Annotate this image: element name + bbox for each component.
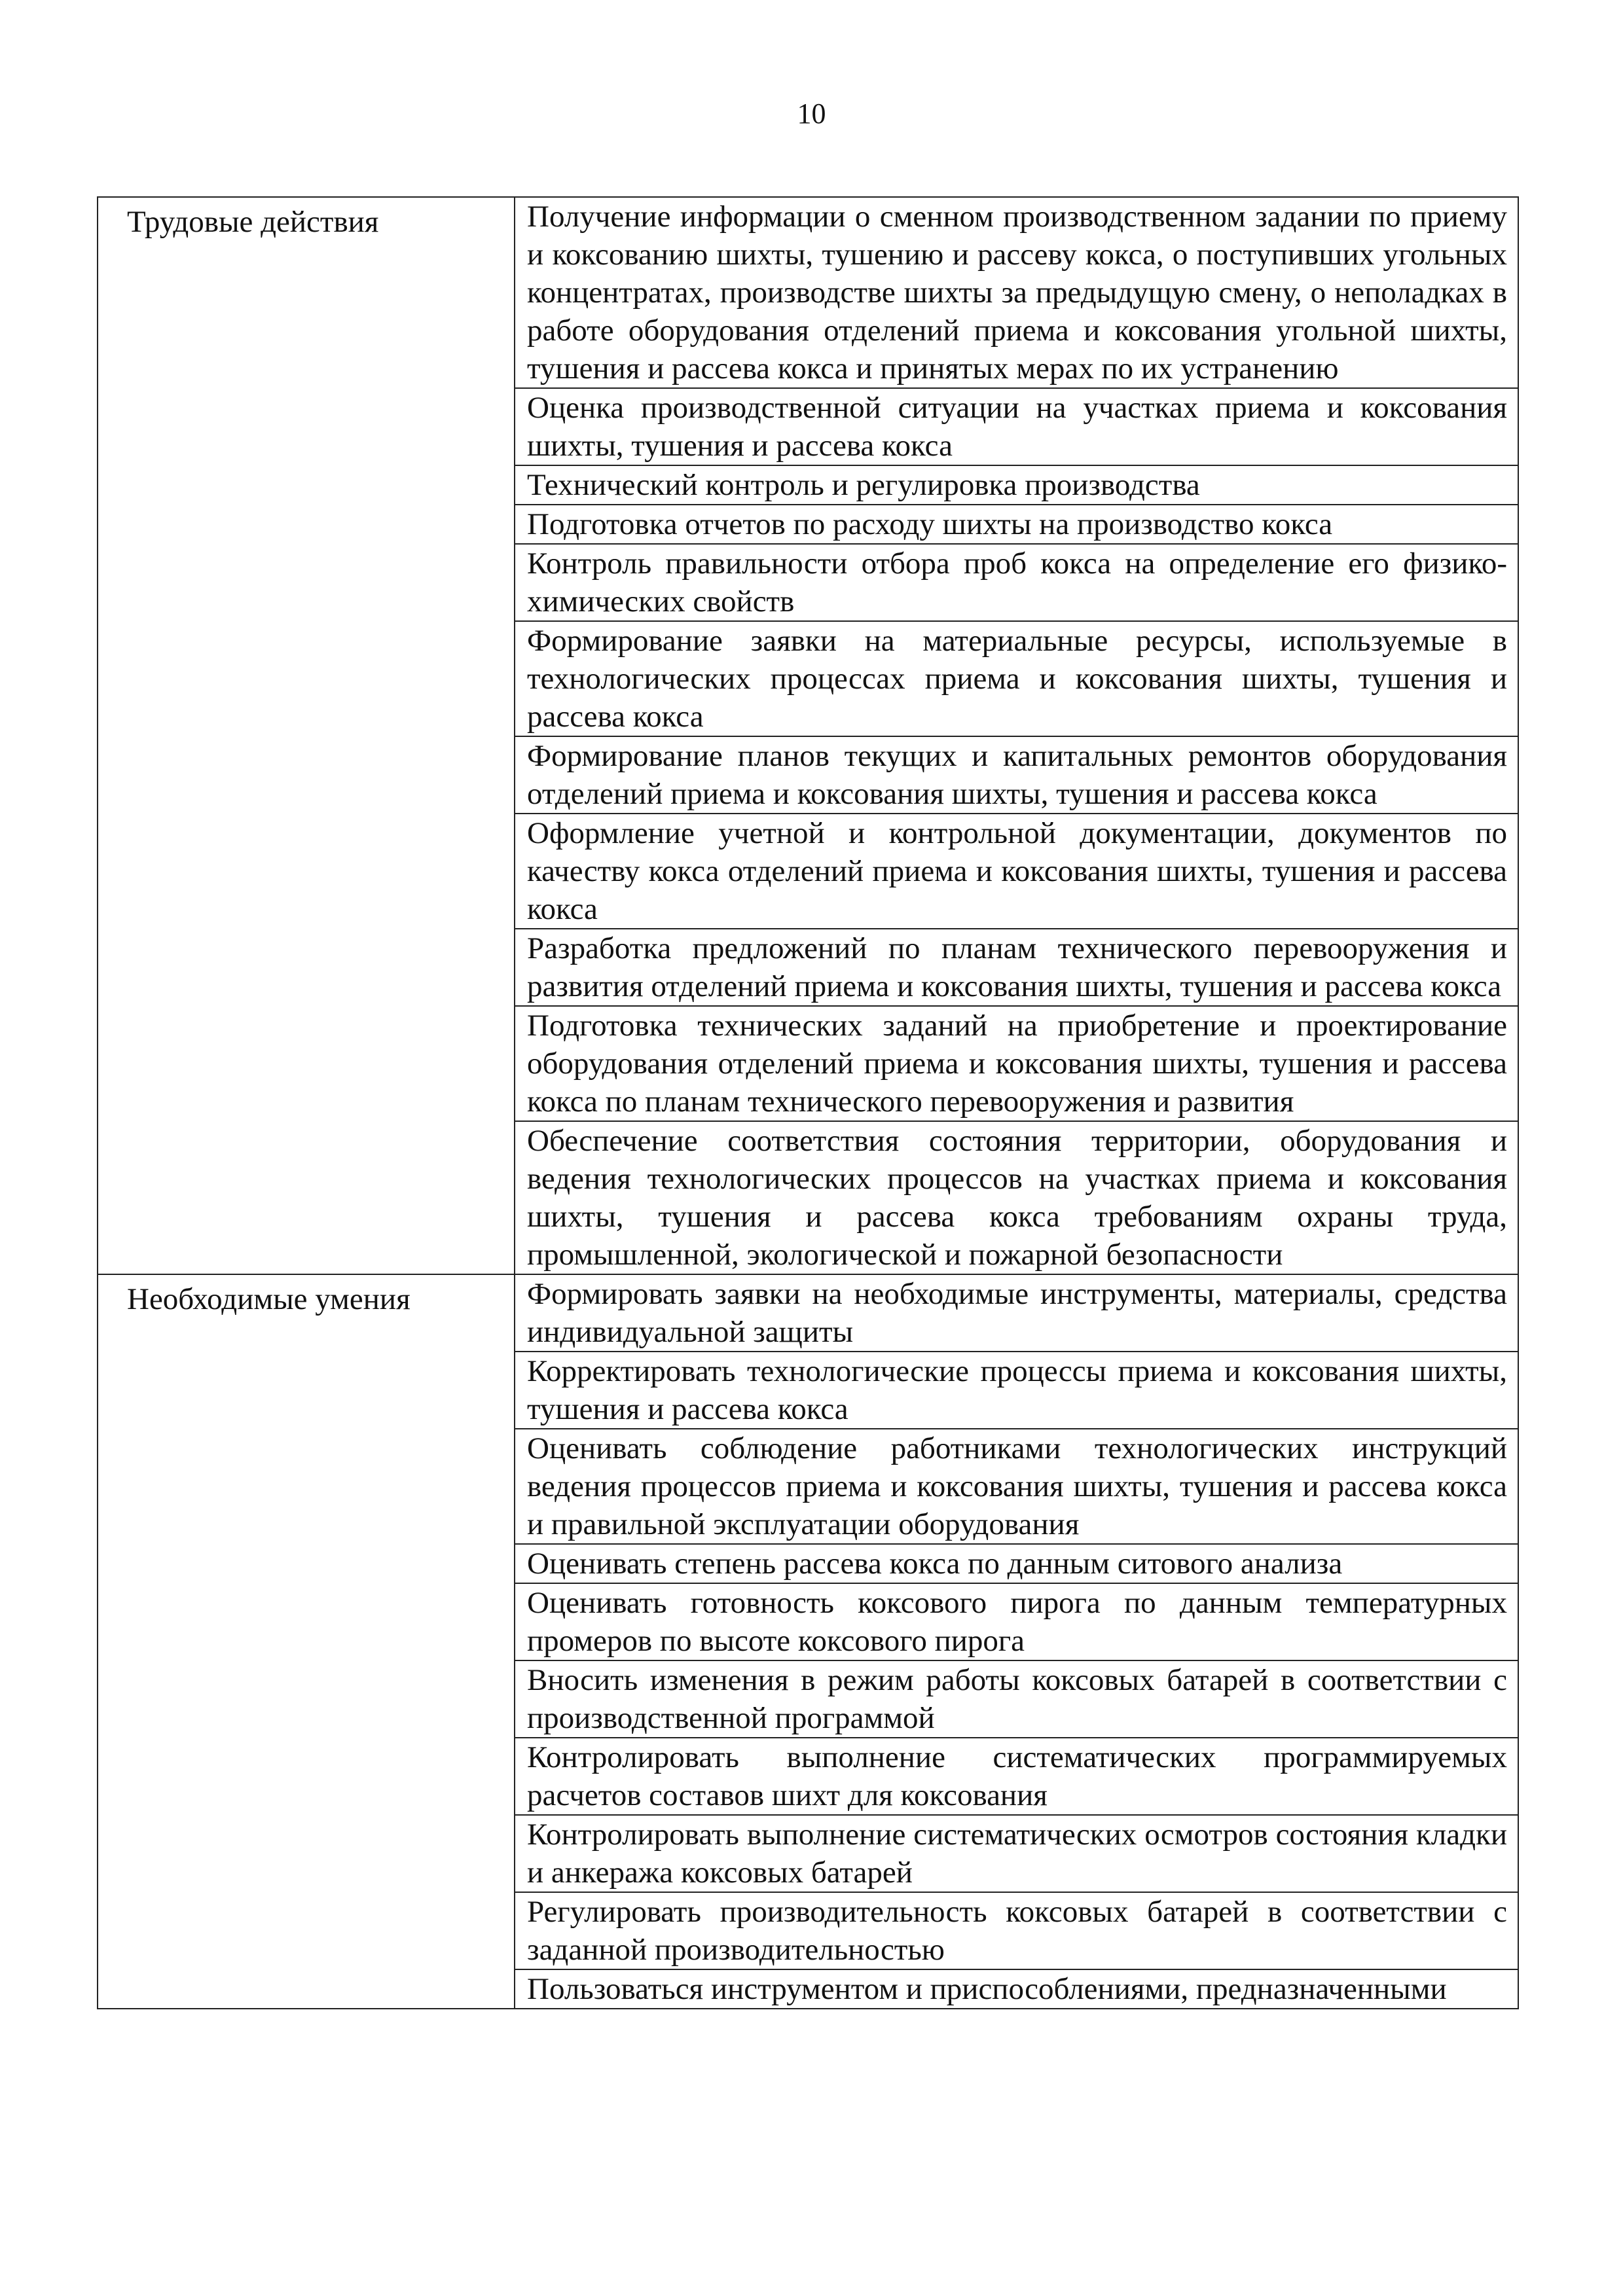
- table-row: [98, 1274, 1518, 1352]
- skill-item: Контролировать выполнение систематических программируемых расчетов составов шихт для коксования: [515, 1738, 1518, 1815]
- labor-action-item: Оценка производственной ситуации на участках приема и коксования шихты, тушения и рассева кокса: [515, 388, 1518, 465]
- skill-item: Формировать заявки на необходимые инструменты, материалы, средства индивидуальной защиты: [515, 1274, 1518, 1352]
- labor-action-item: Подготовка отчетов по расходу шихты на производство кокса: [515, 505, 1518, 544]
- table-row: [98, 197, 1518, 388]
- labor-action-item: Формирование планов текущих и капитальных ремонтов оборудования отделений приема и коксования шихты, тушения и рассева кокса: [515, 736, 1518, 814]
- skill-item: Контролировать выполнение систематических осмотров состояния кладки и анкеража коксовых батарей: [515, 1815, 1518, 1892]
- labor-action-item: Получение информации о сменном производственном задании по приему и коксованию шихты, тушению и рассеву кокса, о поступивших угольных концентратах, производстве шихты за предыдущую смену, о неполадках в работе оборудования отделений приема и коксования угольной шихты, тушения и рассева кокса и принятых мерах по их устранению: [515, 197, 1518, 388]
- skill-item: Оценивать степень рассева кокса по данным ситового анализа: [515, 1544, 1518, 1583]
- skill-item: Корректировать технологические процессы приема и коксования шихты, тушения и рассева кокса: [515, 1352, 1518, 1429]
- labor-action-item: Контроль правильности отбора проб кокса на определение его физико-химических свойств: [515, 544, 1518, 621]
- skill-item: Пользоваться инструментом и приспособлениями, предназначенными: [515, 1969, 1518, 2009]
- skill-item: Вносить изменения в режим работы коксовых батарей в соответствии с производственной программой: [515, 1660, 1518, 1738]
- labor-action-item: Разработка предложений по планам технического перевооружения и развития отделений приема и коксования шихты, тушения и рассева кокса: [515, 929, 1518, 1006]
- labor-action-item: Подготовка технических заданий на приобретение и проектирование оборудования отделений приема и коксования шихты, тушения и рассева кокса по планам технического перевооружения и развития: [515, 1006, 1518, 1121]
- skill-item: Регулировать производительность коксовых батарей в соответствии с заданной производительностью: [515, 1892, 1518, 1969]
- labor-action-item: Оформление учетной и контрольной документации, документов по качеству кокса отделений приема и коксования шихты, тушения и рассева кокса: [515, 814, 1518, 929]
- skill-item: Оценивать соблюдение работниками технологических инструкций ведения процессов приема и коксования шихты, тушения и рассева кокса и правильной эксплуатации оборудования: [515, 1429, 1518, 1544]
- skill-item: Оценивать готовность коксового пирога по данным температурных промеров по высоте коксового пирога: [515, 1583, 1518, 1660]
- labor-action-item: Обеспечение соответствия состояния территории, оборудования и ведения технологических процессов на участках приема и коксования шихты, тушения и рассева кокса требованиям охраны труда, промышленной, экологической и пожарной безопасности: [515, 1121, 1518, 1274]
- labor-action-item: Технический контроль и регулировка производства: [515, 465, 1518, 505]
- page-number: 10: [797, 98, 826, 130]
- section-label-required-skills: Необходимые умения: [98, 1274, 515, 2009]
- section-label-labor-actions: Трудовые действия: [98, 197, 515, 1274]
- competency-table: [97, 196, 1519, 2009]
- labor-action-item: Формирование заявки на материальные ресурсы, используемые в технологических процессах приема и коксования шихты, тушения и рассева кокса: [515, 621, 1518, 736]
